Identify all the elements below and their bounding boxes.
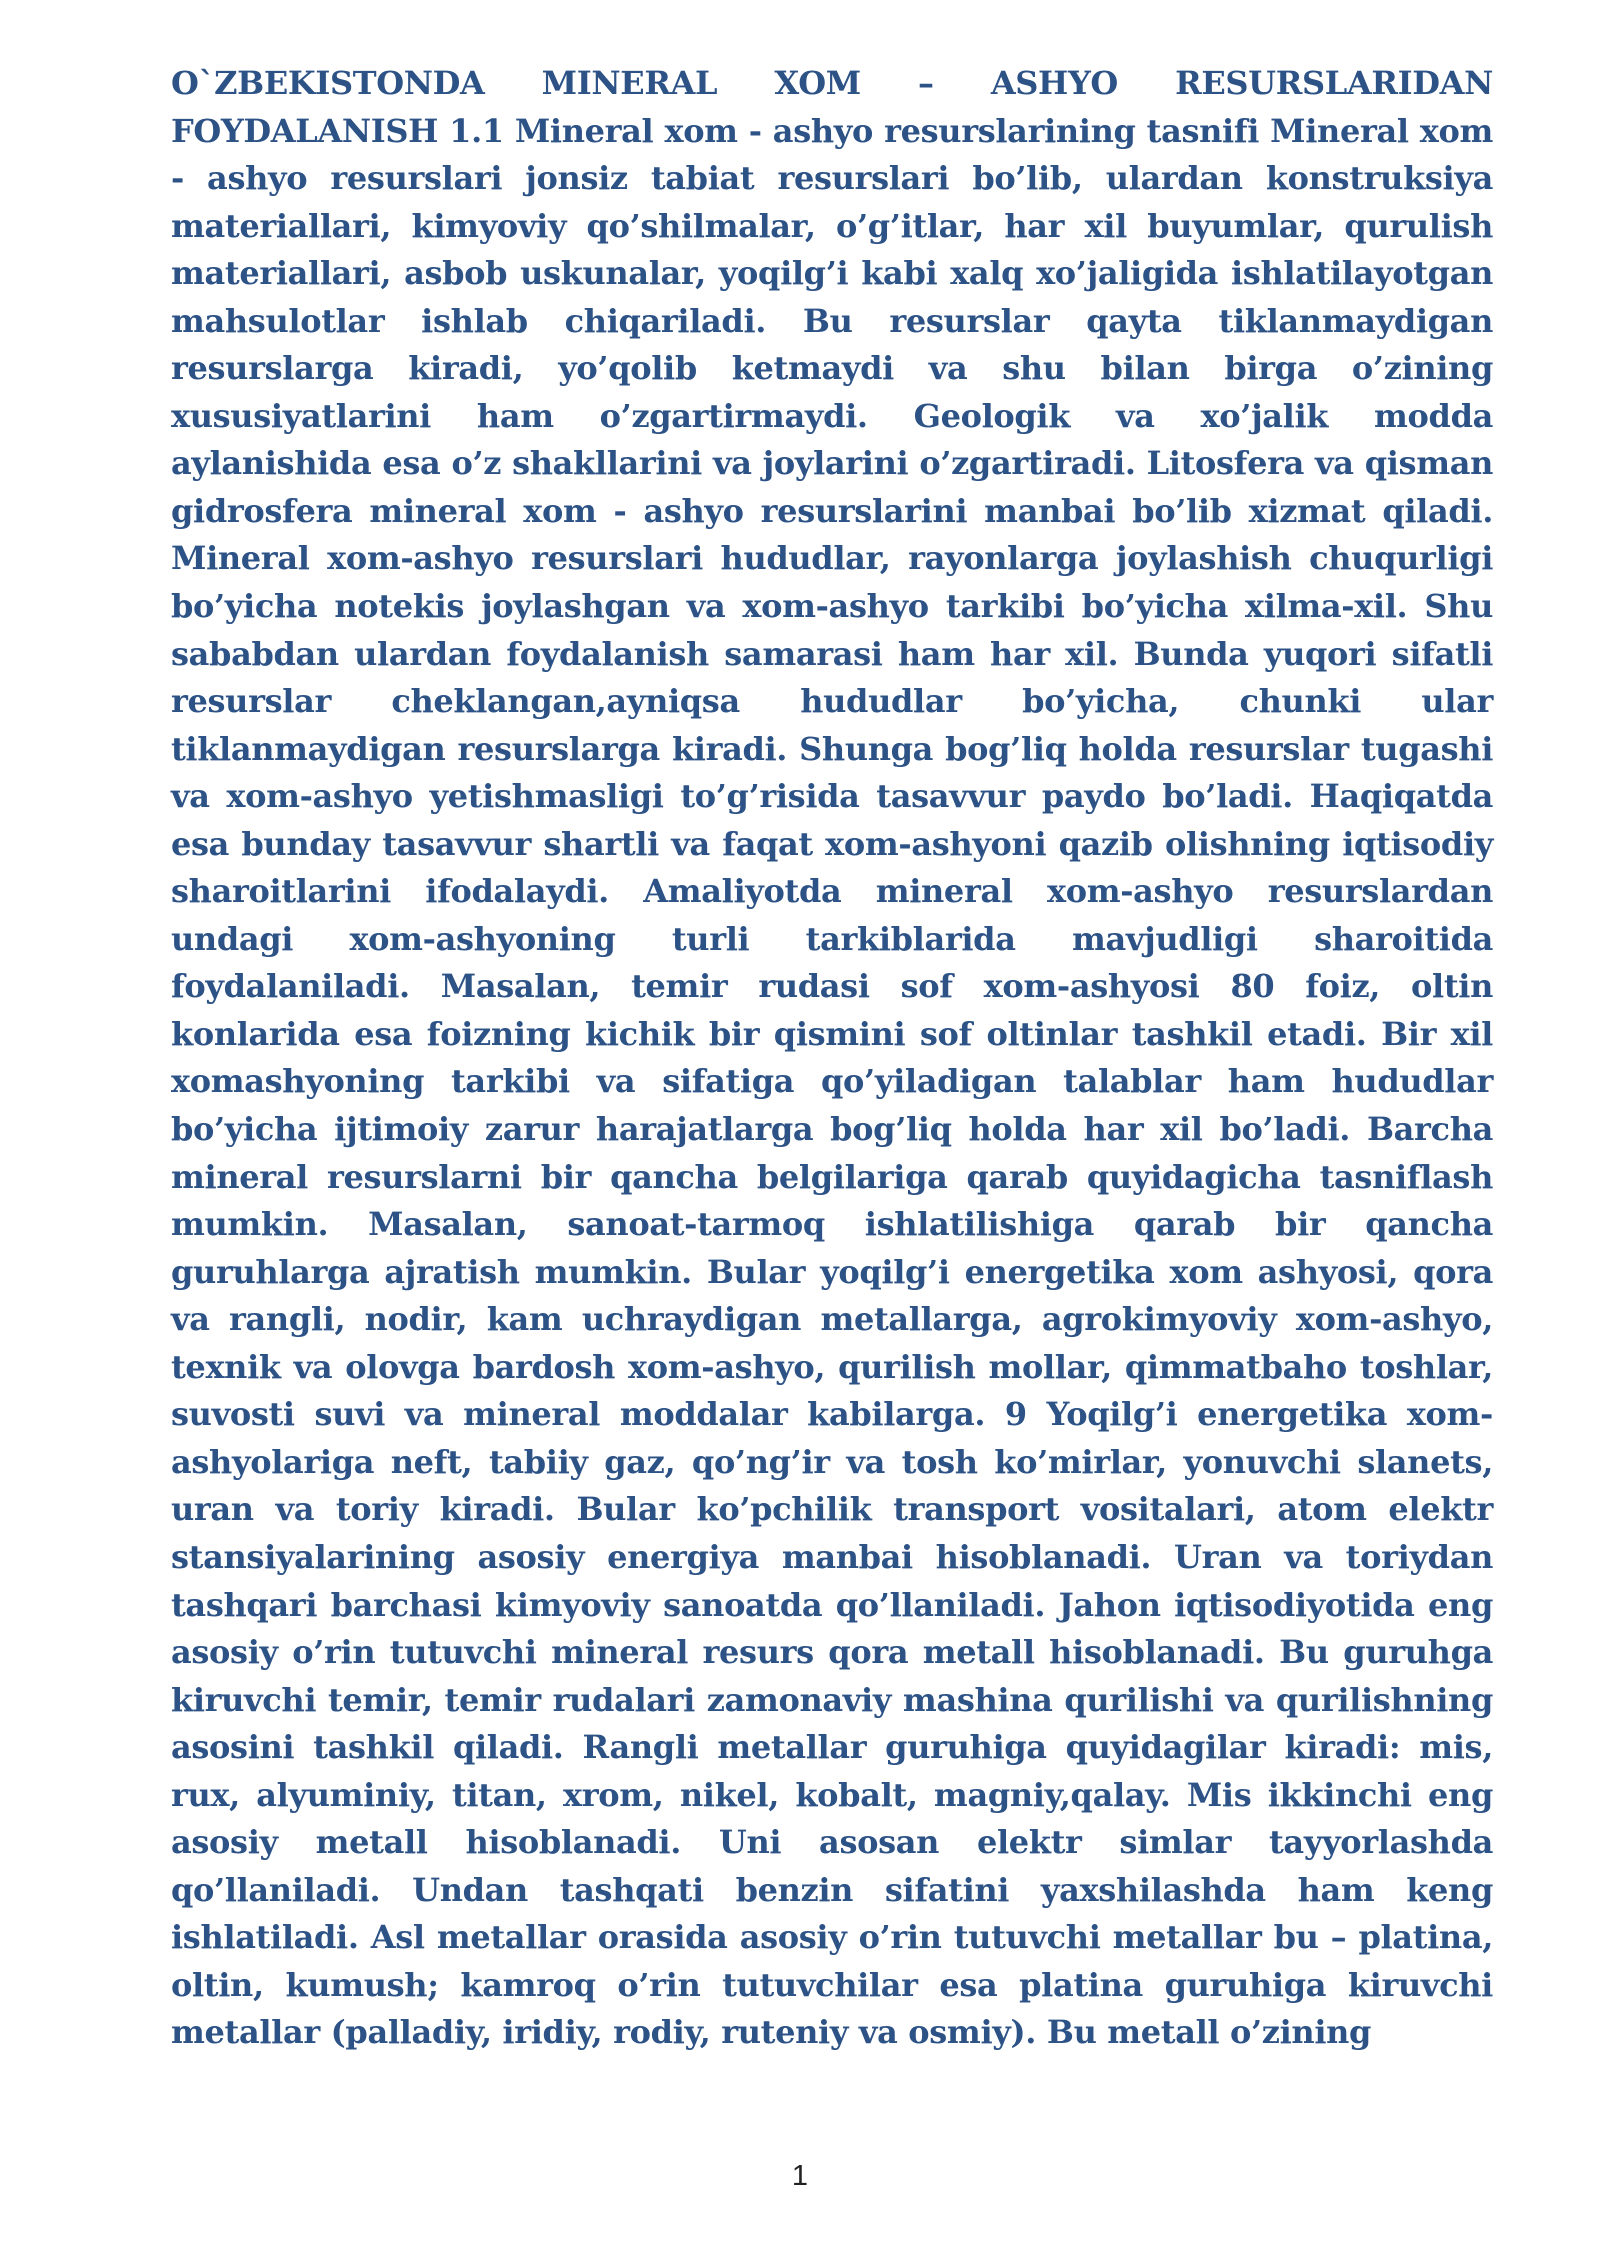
page-number: 1 [791, 2160, 809, 2192]
body-paragraph: O`ZBEKISTONDA MINERAL XOM – ASHYO RESURSLARIDAN FOYDALANISH 1.1 Mineral xom - ashyo resurslarining tasnifi Mineral xom - ashyo resurslari jonsiz tabiat resurslari bo’lib, ulardan konstruksiya materiallari, kimyoviy qo’shilmalar, o’g’itlar, har xil buyumlar, qurulish materiallari, asbob uskunalar, yoqilg’i kabi xalq xo’jaligida ishlatilayotgan mahsulotlar ishlab chiqariladi. Bu resurslar qayta tiklanmaydigan resurslarga kiradi, yo’qolib ketmaydi va shu bilan birga o’zining xususiyatlarini ham o’zgartirmaydi. Geologik va xo’jalik modda aylanishida esa o’z shakllarini va joylarini o’zgartiradi. Litosfera va qisman gidrosfera mineral xom - ashyo resurslarini manbai bo’lib xizmat qiladi. Mineral xom-ashyo resurslari hududlar, rayonlarga joylashish chuqurligi bo’yicha notekis joylashgan va xom-ashyo tarkibi bo’yicha xilma-xil. Shu sababdan ulardan foydalanish samarasi ham har xil. Bunda yuqori sifatli resurslar cheklangan,ayniqsa hududlar bo’yicha, chunki ular tiklanmaydigan resurslarga kiradi. Shunga bog’liq holda resurslar tugashi va xom-ashyo yetishmasligi to’g’risida tasavvur paydo bo’ladi. Haqiqatda esa bunday tasavvur shartli va faqat xom-ashyoni qazib olishning iqtisodiy sharoitlarini ifodalaydi. Amaliyotda mineral xom-ashyo resurslardan undagi xom-ashyoning turli tarkiblarida mavjudligi sharoitida foydalaniladi. Masalan, temir rudasi sof xom-ashyosi 80 foiz, oltin konlarida esa foizning kichik bir qismini sof oltinlar tashkil etadi. Bir xil xomashyoning tarkibi va sifatiga qo’yiladigan talablar ham hududlar bo’yicha ijtimoiy zarur harajatlarga bog’liq holda har xil bo’ladi. Barcha mineral resurslarni bir qancha belgilariga qarab quyidagicha tasniflash mumkin. Masalan, sanoat-tarmoq ishlatilishiga qarab bir qancha guruhlarga ajratish mumkin. Bular yoqilg’i energetika xom ashyosi, qora va rangli, nodir, kam uchraydigan metallarga, agrokimyoviy xom-ashyo, texnik va olovga bardosh xom-ashyo, qurilish mollar, qimmatbaho toshlar, suvosti suvi va mineral moddalar kabilarga. 9 Yoqilg’i energetika xom-ashyolariga neft, tabiiy gaz, qo’ng’ir va tosh ko’mirlar, yonuvchi slanets, uran va toriy kiradi. Bular ko’pchilik transport vositalari, atom elektr stansiyalarining asosiy energiya manbai hisoblanadi. Uran va toriydan tashqari barchasi kimyoviy sanoatda qo’llaniladi. Jahon iqtisodiyotida eng asosiy o’rin tutuvchi mineral resurs qora metall hisoblanadi. Bu guruhga kiruvchi temir, temir rudalari zamonaviy mashina qurilishi va qurilishning asosini tashkil qiladi. Rangli metallar guruhiga quyidagilar kiradi: mis, rux, alyuminiy, titan, xrom, nikel, kobalt, magniy,qalay. Mis ikkinchi eng asosiy metall hisoblanadi. Uni asosan elektr simlar tayyorlashda qo’llaniladi. Undan tashqati benzin sifatini yaxshilashda ham keng ishlatiladi. Asl metallar orasida asosiy o’rin tutuvchi metallar bu – platina, oltin, kumush; kamroq o’rin tutuvchilar esa platina guruhiga kiruvchi metallar (palladiy, iridiy, rodiy, ruteniy va osmiy). Bu metall o’zining [171, 64, 1493, 2052]
document-body [171, 60, 1493, 2057]
